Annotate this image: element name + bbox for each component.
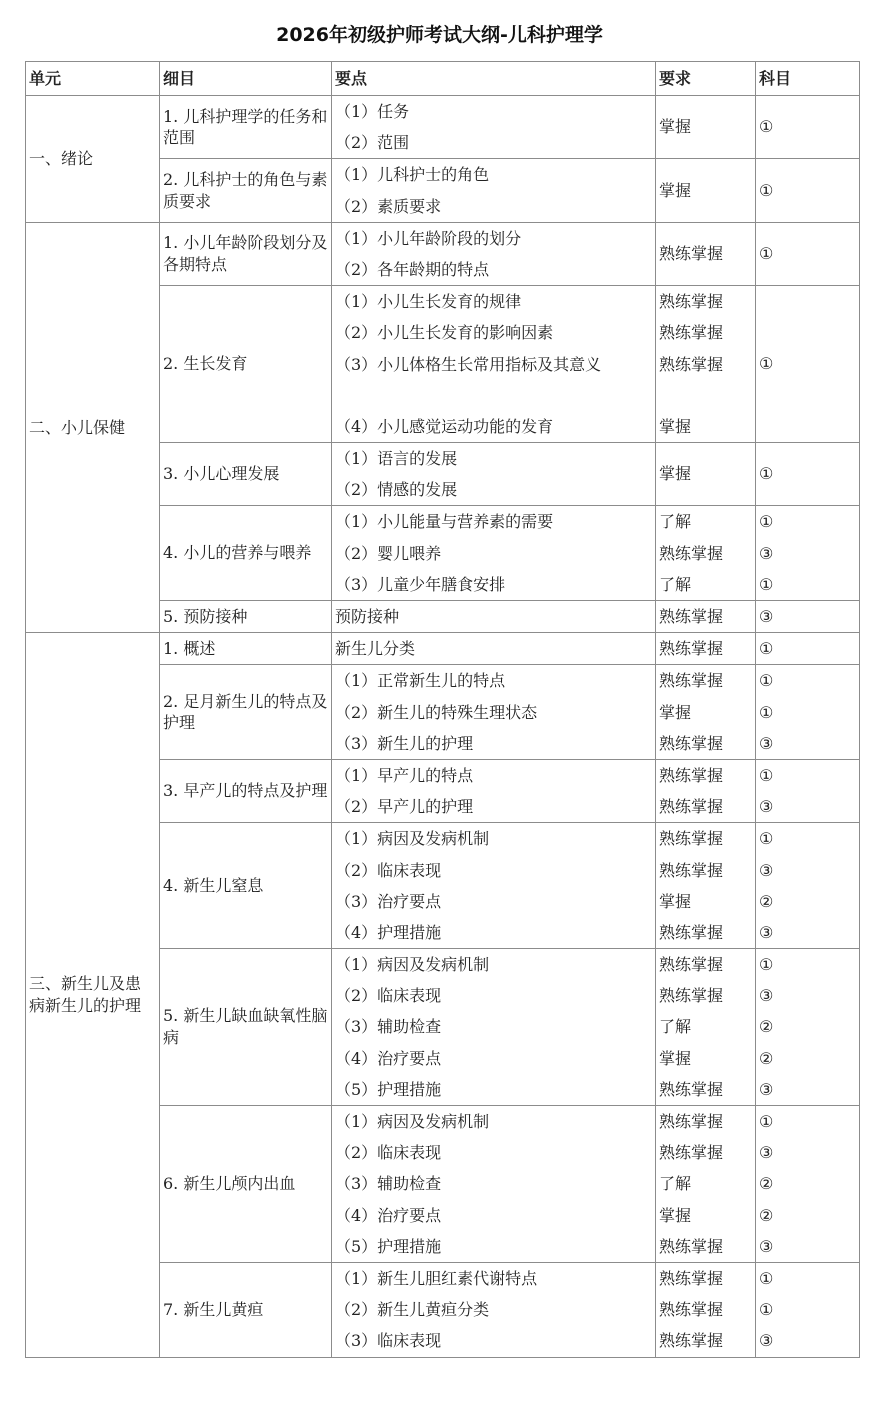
item-cell: 4. 新生儿窒息 [160,823,332,949]
points-cell [332,443,656,506]
points-cell [332,759,656,822]
item-cell: 2. 生长发育 [160,286,332,443]
subject-line: ③ [759,797,774,817]
point-line: （1）早产儿的特点 [335,765,474,785]
requirement-cell [656,949,756,1106]
requirement-line: 熟练掌握 [659,1268,724,1288]
table-row [26,96,860,159]
point-line: （1）小儿能量与营养素的需要 [335,512,554,532]
requirement-line: 熟练掌握 [659,1300,724,1320]
unit-cell: 一、绪论 [26,96,160,223]
point-line: 预防接种 [335,607,400,626]
subject-line: ③ [759,860,774,880]
requirement-cell [656,286,756,443]
point-line: （4）护理措施 [335,922,442,942]
subject-line: ③ [759,1236,774,1256]
point-line: （2）小儿生长发育的影响因素 [335,323,554,343]
points-cell [332,601,656,633]
requirement-line: 熟练掌握 [659,733,724,753]
point-line: （2）临床表现 [335,860,442,880]
requirement-line: 熟练掌握 [659,354,724,374]
unit-cell: 三、新生儿及患病新生儿的护理 [26,633,160,1357]
point-line: （5）护理措施 [335,1079,442,1099]
subject-line: ③ [759,733,774,753]
point-line: （2）早产儿的护理 [335,797,474,817]
subject-cell: ① [756,159,860,222]
point-line: （1）病因及发病机制 [335,829,490,849]
item-cell: 3. 小儿心理发展 [160,443,332,506]
requirement-line: 熟练掌握 [659,292,724,312]
point-line: （2）素质要求 [335,196,442,216]
table-header-row [26,62,860,96]
points-cell [332,1262,656,1357]
subject-line: ① [759,955,774,975]
points-cell [332,665,656,760]
requirement-line: 了解 [659,1017,692,1037]
point-line: （3）辅助检查 [335,1017,442,1037]
header-subject: 科目 [756,62,860,96]
points-cell [332,222,656,285]
subject-line: ③ [759,1143,774,1163]
point-line: （1）正常新生儿的特点 [335,671,506,691]
subject-line: ② [759,891,774,911]
requirement-line: 熟练掌握 [659,323,724,343]
subject-line: ① [759,829,774,849]
requirement-line: 掌握 [659,1205,692,1225]
subject-line: ① [759,512,774,532]
subject-line: ② [759,1205,774,1225]
points-cell [332,633,656,665]
points-cell [332,159,656,222]
requirement-cell: 掌握 [656,96,756,159]
point-line: （1）小儿生长发育的规律 [335,292,522,312]
requirement-line: 熟练掌握 [659,797,724,817]
point-line: （4）治疗要点 [335,1205,442,1225]
syllabus-table [25,61,860,1358]
subject-line: ② [759,1174,774,1194]
item-cell: 2. 足月新生儿的特点及护理 [160,665,332,760]
point-line: （1）任务 [335,102,410,121]
requirement-line: 熟练掌握 [659,765,724,785]
requirement-line: 熟练掌握 [659,1331,724,1351]
requirement-cell [656,759,756,822]
requirement-cell: 熟练掌握 [656,222,756,285]
subject-cell: ① [756,286,860,443]
point-line: （3）治疗要点 [335,891,442,911]
requirement-line: 熟练掌握 [659,1143,724,1163]
point-line: （2）范围 [335,133,410,153]
requirement-cell [656,506,756,601]
item-cell: 4. 小儿的营养与喂养 [160,506,332,601]
point-line: （3）辅助检查 [335,1174,442,1194]
point-line: （2）各年龄期的特点 [335,259,490,279]
item-cell: 5. 预防接种 [160,601,332,633]
subject-cell [756,1262,860,1357]
subject-line: ③ [759,1331,774,1351]
requirement-line: 熟练掌握 [659,1236,724,1256]
header-item: 细目 [160,62,332,96]
subject-cell [756,506,860,601]
points-cell [332,96,656,159]
subject-line: ③ [759,543,774,563]
requirement-cell [656,1106,756,1263]
point-line: （1）小儿年龄阶段的划分 [335,228,522,248]
subject-cell [756,665,860,760]
point-line: （2）新生儿黄疸分类 [335,1300,490,1320]
point-line: （1）病因及发病机制 [335,955,490,975]
point-line: （1）新生儿胆红素代谢特点 [335,1268,538,1288]
item-cell: 1. 小儿年龄阶段划分及各期特点 [160,222,332,285]
point-line: （5）护理措施 [335,1236,442,1256]
page-title: 2026年初级护师考试大纲-儿科护理学 [276,24,603,46]
requirement-line: 熟练掌握 [659,955,724,975]
header-points: 要点 [332,62,656,96]
subject-cell [756,1106,860,1263]
item-cell: 5. 新生儿缺血缺氧性脑病 [160,949,332,1106]
point-line: （3）临床表现 [335,1331,442,1351]
table-row [26,633,860,665]
points-cell [332,823,656,949]
subject-line: ① [759,574,774,594]
subject-line: ② [759,1017,774,1037]
points-cell [332,506,656,601]
point-line: （1）病因及发病机制 [335,1112,490,1131]
requirement-line: 熟练掌握 [659,986,724,1006]
subject-line: ① [759,671,774,691]
points-cell [332,1106,656,1263]
point-line: （2）临床表现 [335,1143,442,1163]
point-line: （2）新生儿的特殊生理状态 [335,702,538,722]
subject-line: ③ [759,922,774,942]
item-cell: 3. 早产儿的特点及护理 [160,759,332,822]
point-line: （1）语言的发展 [335,449,458,469]
subject-cell [756,759,860,822]
header-requirement: 要求 [656,62,756,96]
point-line: （2）临床表现 [335,986,442,1006]
requirement-cell: 掌握 [656,443,756,506]
subject-line: ① [759,1268,774,1288]
item-cell: 7. 新生儿黄疸 [160,1262,332,1357]
requirement-line: 了解 [659,1174,692,1194]
item-cell: 1. 儿科护理学的任务和范围 [160,96,332,159]
subject-line: ③ [759,986,774,1006]
requirement-cell [656,665,756,760]
requirement-line: 掌握 [659,891,692,911]
item-cell: 2. 儿科护士的角色与素质要求 [160,159,332,222]
subject-cell: ① [756,222,860,285]
item-cell: 1. 概述 [160,633,332,665]
requirement-cell [656,823,756,949]
subject-line: ① [759,1300,774,1320]
subject-cell: ① [756,633,860,665]
subject-cell [756,949,860,1106]
point-line: （1）儿科护士的角色 [335,165,490,185]
requirement-line: 熟练掌握 [659,671,724,691]
header-unit: 单元 [26,62,160,96]
points-cell [332,949,656,1106]
points-cell [332,286,656,443]
subject-line: ② [759,1048,774,1068]
requirement-line: 掌握 [659,702,692,722]
point-line: （3）新生儿的护理 [335,733,474,753]
requirement-line: 熟练掌握 [659,829,724,849]
requirement-line: 熟练掌握 [659,922,724,942]
subject-cell [756,823,860,949]
requirement-line: 熟练掌握 [659,1112,724,1131]
requirement-line: 掌握 [659,1048,692,1068]
point-line: （4）小儿感觉运动功能的发育 [335,416,554,436]
point-line: （2）情感的发展 [335,480,458,500]
requirement-cell: 熟练掌握 [656,601,756,633]
subject-cell: ① [756,96,860,159]
subject-line: ① [759,1112,774,1131]
point-line: （2）婴儿喂养 [335,543,442,563]
point-line: 新生儿分类 [335,639,416,659]
subject-cell: ① [756,443,860,506]
point-line: （3）小儿体格生长常用指标及其意义 [335,354,602,374]
point-line: （4）治疗要点 [335,1048,442,1068]
requirement-line: 了解 [659,512,692,532]
subject-line: ① [759,702,774,722]
subject-line: ① [759,765,774,785]
requirement-cell: 掌握 [656,159,756,222]
requirement-line: 掌握 [659,416,692,436]
requirement-line: 熟练掌握 [659,860,724,880]
requirement-line: 熟练掌握 [659,1079,724,1099]
table-row [26,222,860,285]
subject-line: ③ [759,1079,774,1099]
point-line: （3）儿童少年膳食安排 [335,574,506,594]
requirement-line: 熟练掌握 [659,543,724,563]
requirement-cell: 熟练掌握 [656,633,756,665]
unit-cell: 二、小儿保健 [26,222,160,632]
item-cell: 6. 新生儿颅内出血 [160,1106,332,1263]
requirement-cell [656,1262,756,1357]
subject-cell: ③ [756,601,860,633]
requirement-line: 了解 [659,574,692,594]
